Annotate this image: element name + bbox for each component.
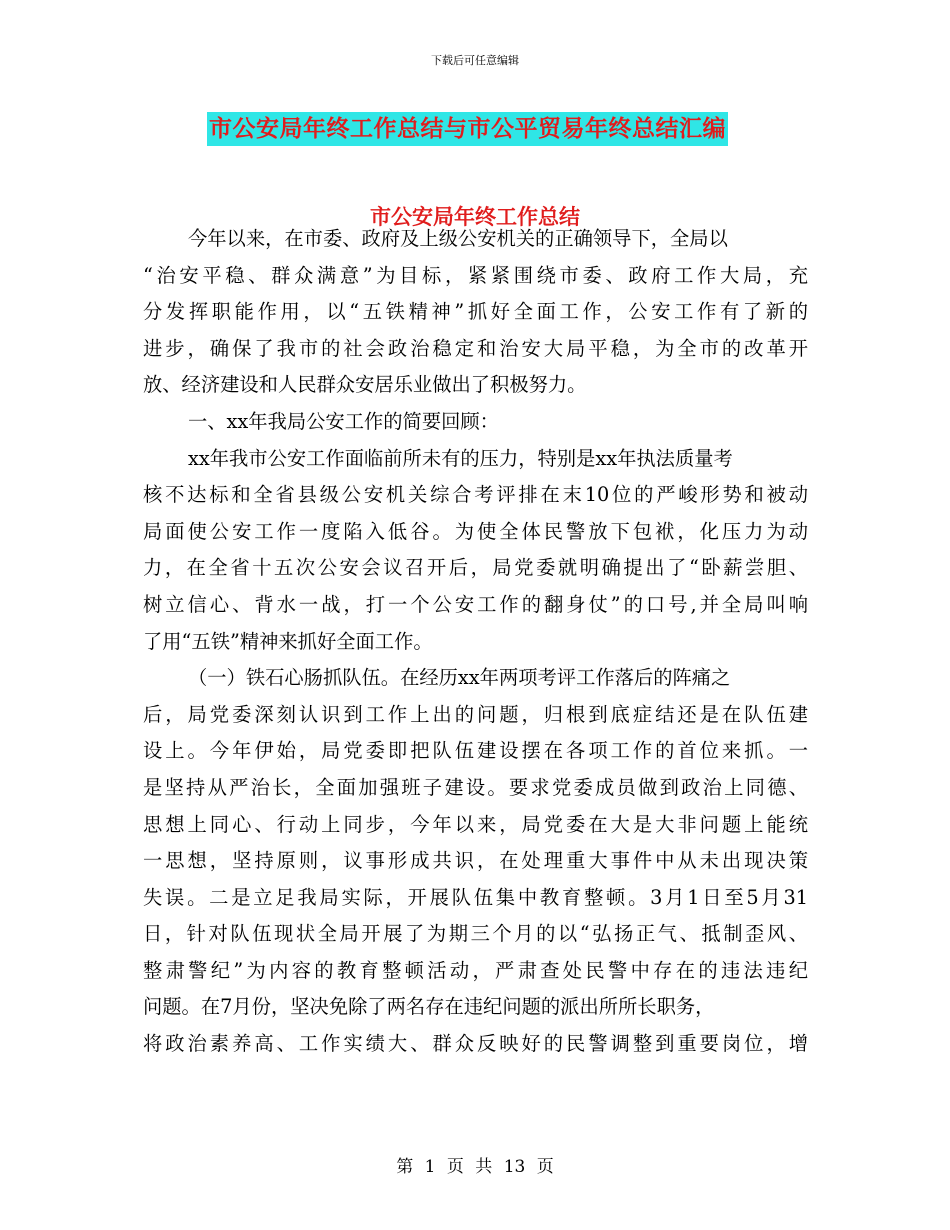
paragraph-line: 一、xx年我局公安工作的简要回顾： xyxy=(188,409,499,433)
paragraph-line: 今年以来，在市委、政府及上级公安机关的正确领导下，全局以 xyxy=(188,227,728,250)
paragraph-line: 放、经济建设和人民群众安居乐业做出了积极努力。 xyxy=(143,373,587,397)
page-header-note: 下载后可任意编辑 xyxy=(431,54,519,67)
paragraph-line: 设上。今年伊始，局党委即把队伍建设摆在各项工作的首位来抓。一 xyxy=(143,739,808,763)
paragraph-line: 日，针对队伍现状全局开展了为期三个月的以“弘扬正气、抵制歪风、 xyxy=(143,922,808,946)
paragraph-line: 树立信心、背水一战，打一个公安工作的翻身仗”的口号,并全局叫响 xyxy=(143,592,808,616)
paragraph-line: 分发挥职能作用，以“五铁精神”抓好全面工作，公安工作有了新的 xyxy=(143,300,808,324)
paragraph-line: 了用“五铁”精神来抓好全面工作。 xyxy=(143,629,433,653)
paragraph-line: “治安平稳、群众满意”为目标，紧紧围绕市委、政府工作大局，充 xyxy=(143,263,808,287)
paragraph-line: （一）铁石心肠抓队伍。在经历xx年两项考评工作落后的阵痛之 xyxy=(188,666,731,690)
paragraph-line: 后，局党委深刻认识到工作上出的问题，归根到底症结还是在队伍建 xyxy=(143,702,808,726)
body-text xyxy=(143,221,808,1063)
paragraph-line: 是坚持从严治长，全面加强班子建设。要求党委成员做到政治上同德、 xyxy=(143,775,808,799)
paragraph-line: 整肃警纪”为内容的教育整顿活动，严肃查处民警中存在的违法违纪 xyxy=(143,958,808,982)
paragraph-line: 进步，确保了我市的社会政治稳定和治安大局平稳，为全市的改革开 xyxy=(143,336,808,360)
paragraph-line: 核不达标和全省县级公安机关综合考评排在末10位的严峻形势和被动 xyxy=(143,483,808,507)
paragraph-line: 失误。二是立足我局实际，开展队伍集中教育整顿。3月1日至5月31 xyxy=(143,885,808,909)
paragraph-line: 问题。在7月份，坚决免除了两名存在违纪问题的派出所所长职务， xyxy=(143,995,715,1019)
paragraph-line: 局面使公安工作一度陷入低谷。为使全体民警放下包袱，化压力为动 xyxy=(143,519,808,543)
paragraph-line: xx年我市公安工作面临前所未有的压力，特别是xx年执法质量考 xyxy=(188,446,733,470)
paragraph-line: 力，在全省十五次公安会议召开后，局党委就明确提出了“卧薪尝胆、 xyxy=(143,556,808,580)
document-title: 市公安局年终工作总结与市公平贸易年终总结汇编 xyxy=(207,112,728,146)
section-title: 市公安局年终工作总结 xyxy=(370,204,580,229)
paragraph-line: 将政治素养高、工作实绩大、群众反映好的民警调整到重要岗位，增 xyxy=(143,1032,808,1056)
paragraph-line: 思想上同心、行动上同步，今年以来，局党委在大是大非问题上能统 xyxy=(143,812,808,836)
page-number: 第 1 页 共 13 页 xyxy=(396,1157,554,1177)
paragraph-line: 一思想，坚持原则，议事形成共识，在处理重大事件中从未出现决策 xyxy=(143,849,808,873)
